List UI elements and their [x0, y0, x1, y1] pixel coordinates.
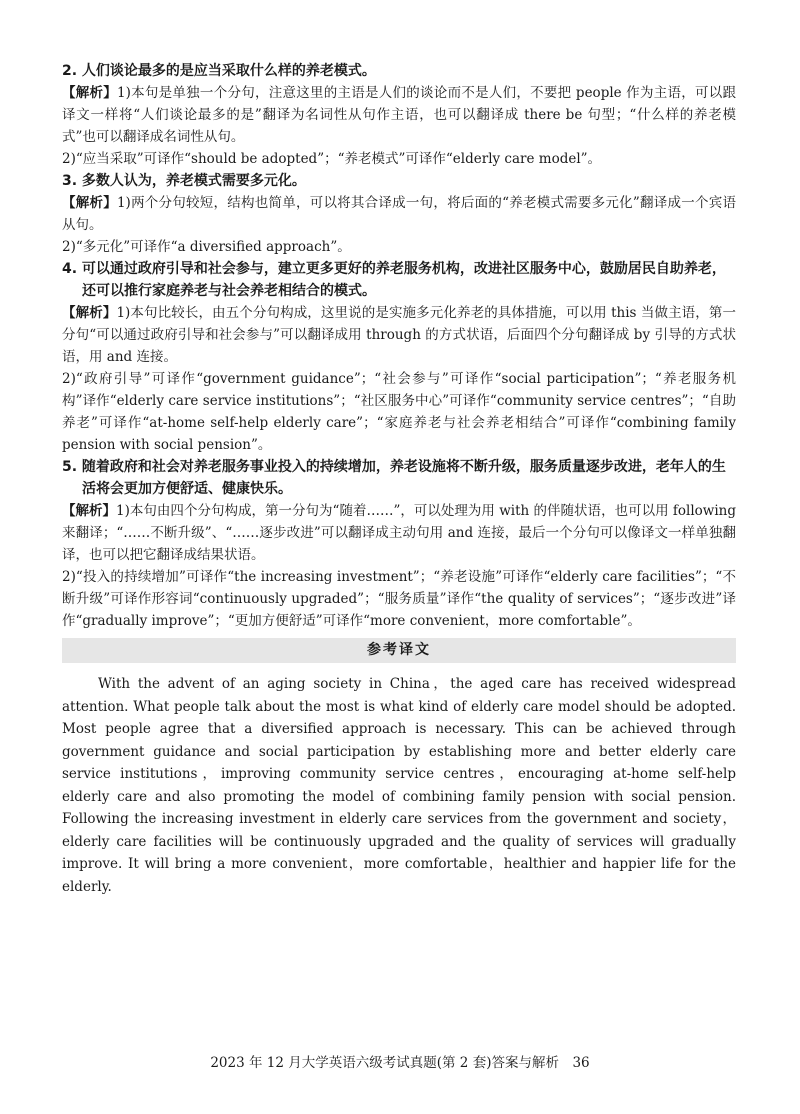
- question-3: [62, 170, 736, 258]
- analysis-label: 【解析】: [62, 85, 118, 101]
- analysis-paragraph-2: 2)“政府引导”可译作“government guidance”；“社会参与”可译作“social participation”；“养老服务机构”译作“elderly care service institutions”；“社区服务中心”可译作“community service centres”；“自助养老”可译作“at-home self-help elderly care”；“家庭养老与社会养老相结合”可译作“combining family pension with social pension”。: [62, 371, 736, 453]
- analysis-paragraph-1: 【解析】1)本句比较长，由五个分句构成，这里说的是实施多元化养老的具体措施，可以用 this 当做主语，第一分句“可以通过政府引导和社会参与”可以翻译成用 through 的方式状语，后面四个分句翻译成 by 引导的方式状语，用 and 连接。: [62, 305, 736, 365]
- analysis-paragraph-2: 2)“多元化”可译作“a diversified approach”。: [62, 239, 351, 255]
- analysis-paragraph-1: 【解析】1)本句由四个分句构成，第一分句为“随着……”，可以处理为用 with 的伴随状语，也可以用 following 来翻译；“……不断升级”、“……逐步改进”可以翻译成主动句用 and 连接，最后一个分句可以像译文一样单独翻译，也可以把它翻译成结果状语。: [62, 503, 737, 563]
- page-content: [62, 60, 736, 898]
- analysis-paragraph-2: 2)“应当采取”可译作“should be adopted”；“养老模式”可译作“elderly care model”。: [62, 151, 602, 167]
- question-5: [62, 456, 736, 632]
- question-text: 3. 多数人认为，养老模式需要多元化。: [62, 173, 306, 189]
- analysis-paragraph-2: 2)“投入的持续增加”可译作“the increasing investment”；“养老设施”可译作“elderly care facilities”；“不断升级”可译作形容词“continuously upgraded”；“服务质量”译作“the quality of services”；“逐步改进”译作“gradually improve”；“更加方便舒适”可译作“more convenient，more comfortable”。: [62, 569, 736, 629]
- analysis-label: 【解析】: [62, 305, 117, 321]
- question-text: 2. 人们谈论最多的是应当采取什么样的养老模式。: [62, 63, 376, 79]
- analysis-label: 【解析】: [62, 503, 117, 519]
- reference-translation: With the advent of an aging society in China，the aged care has received widespread attention. What people talk about the most is what kind of elderly care model should be adopted. Most people agree that a diversified approach is necessary. This can be achieved through government guidance and social participation by establishing more and better elderly care service institutions，improving community service centres，encouraging at-home self-help elderly care and also promoting the model of combining family pension with social pension. Following the increasing investment in elderly care services from the government and society，elderly care facilities will be continuously upgraded and the quality of services will gradually improve. It will bring a more convenient，more comfortable，healthier and happier life for the elderly.: [62, 676, 736, 895]
- analysis-paragraph-1: 【解析】1)本句是单独一个分句，注意这里的主语是人们的谈论而不是人们，不要把 people 作为主语，可以跟译文一样将“人们谈论最多的是”翻译为名词性从句作主语，也可以翻译成 there be 句型；“什么样的养老模式”也可以翻译成名词性从句。: [62, 85, 736, 145]
- section-title: 参考译文: [62, 638, 736, 663]
- question-text: 5. 随着政府和社会对养老服务事业投入的持续增加，养老设施将不断升级，服务质量逐步改进，老年人的生活将会更加方便舒适、健康快乐。: [62, 459, 726, 497]
- question-text: 4. 可以通过政府引导和社会参与，建立更多更好的养老服务机构，改进社区服务中心，鼓励居民自助养老，还可以推行家庭养老与社会养老相结合的模式。: [62, 261, 726, 299]
- question-2: [62, 60, 736, 170]
- analysis-paragraph-1: 【解析】1)两个分句较短，结构也简单，可以将其合译成一句，将后面的“养老模式需要多元化”翻译成一个宾语从句。: [62, 195, 736, 233]
- analysis-label: 【解析】: [62, 195, 117, 211]
- question-4: [62, 258, 736, 456]
- page-footer: 2023 年 12 月大学英语六级考试真题(第 2 套)答案与解析 36: [210, 1055, 590, 1071]
